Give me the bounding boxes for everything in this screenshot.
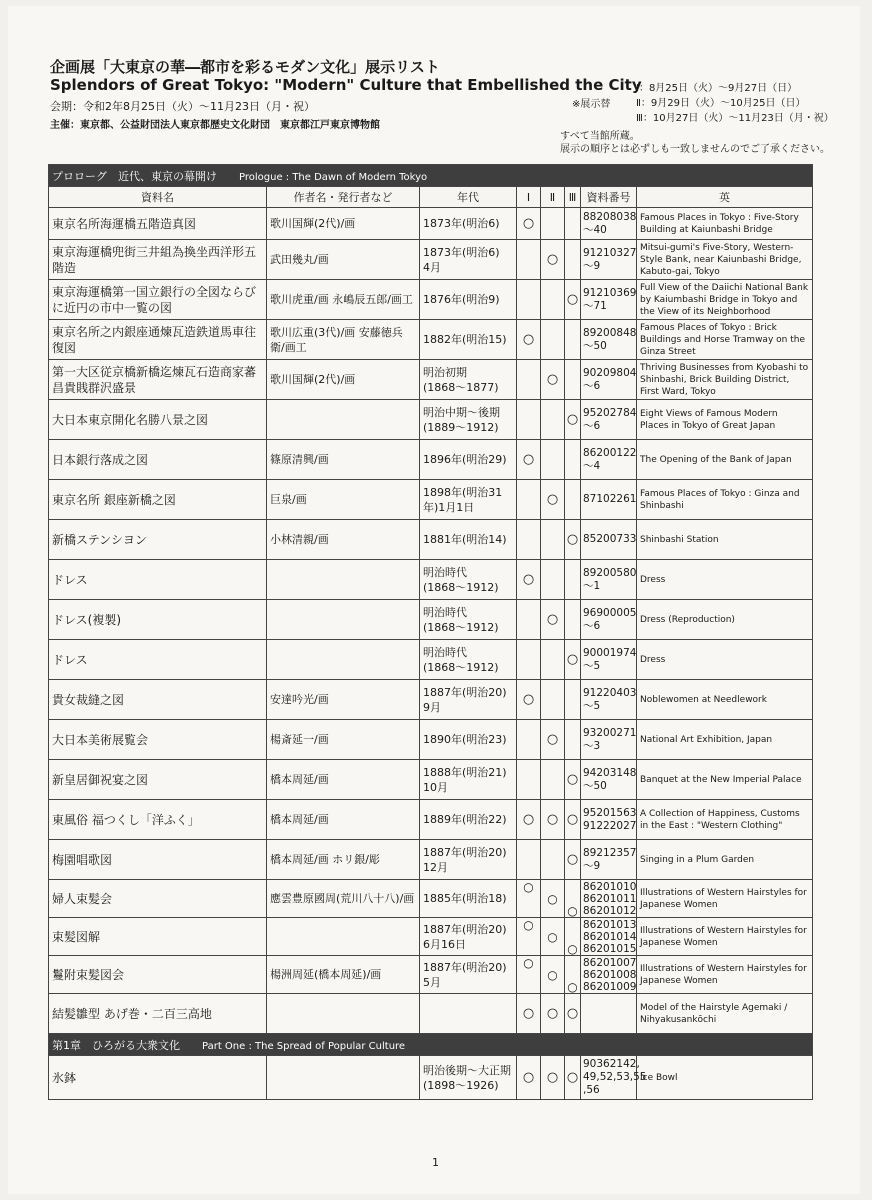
exhibit-table bbox=[48, 164, 813, 1100]
item-name: 束髪図解 bbox=[49, 918, 267, 956]
item-id: 94203148 ～50 bbox=[581, 760, 637, 800]
period-2-mark bbox=[541, 680, 565, 720]
period-mark: ○ bbox=[547, 967, 558, 982]
item-year: 1882年(明治15) bbox=[420, 320, 517, 360]
item-id: 88208038 ～40 bbox=[581, 208, 637, 240]
item-english-title: Shinbashi Station bbox=[637, 520, 813, 560]
item-english-title: Famous Places of Tokyo : Ginza and Shinbashi bbox=[637, 480, 813, 520]
period-3-mark: ○ bbox=[565, 400, 581, 440]
item-english-title: Dress bbox=[637, 640, 813, 680]
item-year: 1876年(明治9) bbox=[420, 280, 517, 320]
period-2-mark bbox=[541, 320, 565, 360]
period-mark bbox=[517, 969, 540, 981]
item-name: 東京海運橋第一国立銀行の全図ならびに近円の市中一覧の図 bbox=[49, 280, 267, 320]
item-author bbox=[267, 1056, 420, 1100]
period-3-mark: ○ bbox=[565, 640, 581, 680]
item-english-title: Full View of the Daiichi National Bank by Kaiumbashi Bridge in Tokyo and the View of its Neighborhood bbox=[637, 280, 813, 320]
period-1-mark bbox=[517, 400, 541, 440]
table-row bbox=[49, 640, 813, 680]
item-year: 1885年(明治18) bbox=[420, 880, 517, 918]
period-2-marks bbox=[541, 956, 565, 994]
period-1-mark: ○ bbox=[517, 800, 541, 840]
item-id: 86201009 bbox=[583, 980, 637, 993]
col-header-name: 資料名 bbox=[49, 187, 267, 208]
table-row bbox=[49, 440, 813, 480]
period-2-mark bbox=[541, 440, 565, 480]
item-author: 橋本周延/画 bbox=[267, 760, 420, 800]
item-year: 明治初期 (1868～1877) bbox=[420, 360, 517, 400]
table-row bbox=[49, 480, 813, 520]
period-2-mark bbox=[541, 560, 565, 600]
period-mark: ○ bbox=[567, 941, 578, 956]
period-1-mark bbox=[517, 240, 541, 280]
period-2-mark: ○ bbox=[541, 480, 565, 520]
period-2-mark bbox=[541, 280, 565, 320]
item-id: 89200848 ～50 bbox=[581, 320, 637, 360]
period-3-mark: ○ bbox=[565, 800, 581, 840]
item-year: 明治時代 (1868～1912) bbox=[420, 640, 517, 680]
period-2-mark: ○ bbox=[541, 720, 565, 760]
item-author: 歌川広重(3代)/画 安藤徳兵衛/画工 bbox=[267, 320, 420, 360]
item-year bbox=[420, 994, 517, 1034]
col-header-period-1: Ⅰ bbox=[517, 187, 541, 208]
col-header-author: 作者名・発行者など bbox=[267, 187, 420, 208]
item-english-title: Mitsui-gumi's Five-Story, Western-Style Bank, near Kaiunbashi Bridge, Kabuto-gai, Tokyo bbox=[637, 240, 813, 280]
period-mark: ○ bbox=[547, 929, 558, 944]
table-row bbox=[49, 560, 813, 600]
item-author: 篠原清興/画 bbox=[267, 440, 420, 480]
item-id: 91220403 ～5 bbox=[581, 680, 637, 720]
period-2-mark bbox=[541, 520, 565, 560]
table-row bbox=[49, 280, 813, 320]
item-author: 小林清親/画 bbox=[267, 520, 420, 560]
item-year: 1887年(明治20) 5月 bbox=[420, 956, 517, 994]
rotation-period-1: Ⅰ：8月25日（火）～9月27日（日） bbox=[636, 83, 798, 94]
period-mark: ○ bbox=[523, 917, 534, 932]
period-mark bbox=[565, 881, 580, 893]
table-row bbox=[49, 720, 813, 760]
period-3-mark: ○ bbox=[565, 994, 581, 1034]
table-row bbox=[49, 760, 813, 800]
item-author bbox=[267, 560, 420, 600]
item-year: 1890年(明治23) bbox=[420, 720, 517, 760]
item-english-title: Ice Bowl bbox=[637, 1056, 813, 1100]
item-id: 86200122 ～4 bbox=[581, 440, 637, 480]
period-mark bbox=[541, 919, 564, 931]
item-author: 歌川国輝(2代)/画 bbox=[267, 360, 420, 400]
page-title-jp: 企画展「大東京の華―都市を彩るモダン文化」展示リスト bbox=[50, 58, 440, 76]
period-1-mark bbox=[517, 640, 541, 680]
item-year: 1873年(明治6) 4月 bbox=[420, 240, 517, 280]
item-english-title: Thriving Businesses from Kyobashi to Shinbashi, Brick Building District, First Ward, Tokyo bbox=[637, 360, 813, 400]
period-1-marks bbox=[517, 880, 541, 918]
item-id: 86201010 bbox=[583, 880, 637, 893]
item-year: 1888年(明治21) 10月 bbox=[420, 760, 517, 800]
item-year: 明治時代 (1868～1912) bbox=[420, 560, 517, 600]
item-id: 86201011 bbox=[583, 892, 637, 905]
item-author: 巨泉/画 bbox=[267, 480, 420, 520]
period-2-mark: ○ bbox=[541, 600, 565, 640]
period-mark bbox=[565, 969, 580, 981]
column-header-row bbox=[49, 187, 813, 208]
table-row bbox=[49, 918, 813, 956]
period-3-mark: ○ bbox=[565, 520, 581, 560]
period-3-marks bbox=[565, 956, 581, 994]
period-2-mark bbox=[541, 400, 565, 440]
item-english-title: Dress (Reproduction) bbox=[637, 600, 813, 640]
period-3-mark bbox=[565, 680, 581, 720]
item-year: 1896年(明治29) bbox=[420, 440, 517, 480]
page-number: 1 bbox=[432, 1156, 439, 1169]
period-2-mark bbox=[541, 208, 565, 240]
period-1-mark: ○ bbox=[517, 440, 541, 480]
period-3-mark bbox=[565, 208, 581, 240]
item-year: 明治後期～大正期(1898～1926) bbox=[420, 1056, 517, 1100]
period-1-mark bbox=[517, 840, 541, 880]
item-name: 東京海運橋兜街三井組為換坐西洋形五階造 bbox=[49, 240, 267, 280]
period-3-mark: ○ bbox=[565, 1056, 581, 1100]
item-ids bbox=[581, 956, 637, 994]
period-1-mark bbox=[517, 360, 541, 400]
table-row bbox=[49, 360, 813, 400]
item-id: 86201012 bbox=[583, 904, 637, 917]
period-mark bbox=[541, 981, 564, 993]
period-3-mark: ○ bbox=[565, 280, 581, 320]
period-2-mark bbox=[541, 760, 565, 800]
period-mark bbox=[565, 931, 580, 943]
table-row bbox=[49, 208, 813, 240]
item-author bbox=[267, 400, 420, 440]
section-header-prologue bbox=[49, 165, 813, 187]
period-2-marks bbox=[541, 880, 565, 918]
period-mark: ○ bbox=[567, 903, 578, 918]
period-1-mark: ○ bbox=[517, 680, 541, 720]
period-mark bbox=[565, 919, 580, 931]
period-1-mark bbox=[517, 760, 541, 800]
section-title-jp: プロローグ 近代、東京の幕開け bbox=[52, 169, 217, 183]
period-mark: ○ bbox=[547, 891, 558, 906]
section-title-jp: 第1章 ひろがる大衆文化 bbox=[52, 1038, 180, 1052]
period-mark: ○ bbox=[523, 955, 534, 970]
period-3-marks bbox=[565, 880, 581, 918]
item-id: 86201008 bbox=[583, 968, 637, 981]
item-author: 安達吟光/画 bbox=[267, 680, 420, 720]
item-name: 東京名所 銀座新橋之図 bbox=[49, 480, 267, 520]
period-1-mark: ○ bbox=[517, 994, 541, 1034]
period-2-mark bbox=[541, 840, 565, 880]
table-row bbox=[49, 994, 813, 1034]
item-author: 應雲豊原國周(荒川八十八)/画 bbox=[267, 880, 420, 918]
table-row bbox=[49, 520, 813, 560]
item-english-title: Banquet at the New Imperial Palace bbox=[637, 760, 813, 800]
item-year: 1881年(明治14) bbox=[420, 520, 517, 560]
item-english-title: Dress bbox=[637, 560, 813, 600]
period-2-mark: ○ bbox=[541, 240, 565, 280]
section-header-part-one bbox=[49, 1034, 813, 1056]
period-3-mark bbox=[565, 240, 581, 280]
section-title-en: Prologue : The Dawn of Modern Tokyo bbox=[239, 171, 428, 183]
item-id: 85200733 bbox=[581, 520, 637, 560]
table-row bbox=[49, 880, 813, 918]
period-1-mark bbox=[517, 720, 541, 760]
item-name: 日本銀行落成之図 bbox=[49, 440, 267, 480]
item-author bbox=[267, 600, 420, 640]
col-header-id: 資料番号 bbox=[581, 187, 637, 208]
item-author: 歌川国輝(2代)/画 bbox=[267, 208, 420, 240]
item-year: 1873年(明治6) bbox=[420, 208, 517, 240]
item-english-title: The Opening of the Bank of Japan bbox=[637, 440, 813, 480]
period-mark bbox=[517, 893, 540, 905]
item-author bbox=[267, 994, 420, 1034]
period-mark: ○ bbox=[523, 879, 534, 894]
period-3-mark bbox=[565, 600, 581, 640]
rotation-label: ※展示替 bbox=[572, 99, 611, 110]
period-3-marks bbox=[565, 918, 581, 956]
period-2-mark: ○ bbox=[541, 800, 565, 840]
period-mark bbox=[517, 905, 540, 917]
item-author: 橋本周延/画 bbox=[267, 800, 420, 840]
collection-note bbox=[560, 130, 830, 156]
item-author: 楊洲周延(橋本周延)/画 bbox=[267, 956, 420, 994]
item-name: 婦人束髪会 bbox=[49, 880, 267, 918]
item-id: 89200580 ～1 bbox=[581, 560, 637, 600]
table-row bbox=[49, 956, 813, 994]
item-english-title: Singing in a Plum Garden bbox=[637, 840, 813, 880]
period-mark bbox=[565, 957, 580, 969]
item-year: 1887年(明治20) 9月 bbox=[420, 680, 517, 720]
rotation-period-3: Ⅲ：10月27日（火）～11月23日（月・祝） bbox=[636, 113, 834, 124]
item-name: 梅園唱歌図 bbox=[49, 840, 267, 880]
item-id bbox=[581, 994, 637, 1034]
item-name: 氷鉢 bbox=[49, 1056, 267, 1100]
note-line-2: 展示の順序とは必ずしも一致しませんのでご了承ください。 bbox=[560, 144, 830, 155]
item-year: 明治時代 (1868～1912) bbox=[420, 600, 517, 640]
period-mark bbox=[517, 981, 540, 993]
section-header-cell bbox=[49, 1034, 813, 1056]
period-1-mark: ○ bbox=[517, 320, 541, 360]
item-author bbox=[267, 918, 420, 956]
period-3-mark bbox=[565, 720, 581, 760]
note-line-1: すべて当館所蔵。 bbox=[560, 131, 640, 142]
item-english-title: A Collection of Happiness, Customs in the East : "Western Clothing" bbox=[637, 800, 813, 840]
item-english-title: Famous Places of Tokyo : Brick Buildings and Horse Tramway on the Ginza Street bbox=[637, 320, 813, 360]
period-3-mark: ○ bbox=[565, 760, 581, 800]
item-id: 86201007 bbox=[583, 956, 637, 969]
period-3-mark bbox=[565, 480, 581, 520]
item-name: 東京名所海運橋五階造真図 bbox=[49, 208, 267, 240]
item-english-title: National Art Exhibition, Japan bbox=[637, 720, 813, 760]
table-row bbox=[49, 240, 813, 280]
item-id: 90362142, 49,52,53,55 ,56 bbox=[581, 1056, 637, 1100]
col-header-year: 年代 bbox=[420, 187, 517, 208]
item-year: 明治中期～後期 (1889～1912) bbox=[420, 400, 517, 440]
period-2-mark: ○ bbox=[541, 360, 565, 400]
item-id: 89212357 ～9 bbox=[581, 840, 637, 880]
item-ids bbox=[581, 880, 637, 918]
item-year: 1889年(明治22) bbox=[420, 800, 517, 840]
item-name: ドレス bbox=[49, 560, 267, 600]
rotation-period-2: Ⅱ：9月29日（火）～10月25日（日） bbox=[636, 98, 806, 109]
period-mark bbox=[517, 931, 540, 943]
item-name: 大日本東京開化名勝八景之図 bbox=[49, 400, 267, 440]
item-english-title: Eight Views of Famous Modern Places in Tokyo of Great Japan bbox=[637, 400, 813, 440]
period-2-mark: ○ bbox=[541, 994, 565, 1034]
col-header-period-2: Ⅱ bbox=[541, 187, 565, 208]
item-id: 87102261 bbox=[581, 480, 637, 520]
table-row bbox=[49, 600, 813, 640]
table-row bbox=[49, 400, 813, 440]
item-name: 第一大区従京橋新橋迄煉瓦石造商家蕃昌貴賎群沢盛景 bbox=[49, 360, 267, 400]
period-1-mark: ○ bbox=[517, 560, 541, 600]
period-mark bbox=[517, 943, 540, 955]
section-title-en: Part One : The Spread of Popular Culture bbox=[202, 1040, 406, 1052]
item-name: ドレス(複製) bbox=[49, 600, 267, 640]
period-3-mark: ○ bbox=[565, 840, 581, 880]
period-mark bbox=[565, 893, 580, 905]
item-author: 歌川虎重/画 永嶋辰五郎/画工 bbox=[267, 280, 420, 320]
period-mark bbox=[541, 881, 564, 893]
period-2-marks bbox=[541, 918, 565, 956]
period-1-mark bbox=[517, 520, 541, 560]
item-name: 大日本美術展覧会 bbox=[49, 720, 267, 760]
page-title-en: Splendors of Great Tokyo: "Modern" Culture that Embellished the City bbox=[50, 76, 642, 94]
item-id: 91210369 ～71 bbox=[581, 280, 637, 320]
table-row bbox=[49, 1056, 813, 1100]
item-id: 96900005 ～6 bbox=[581, 600, 637, 640]
exhibition-period: 会期：令和2年8月25日（火）～11月23日（月・祝） bbox=[50, 100, 315, 113]
item-author: 楊斎延一/画 bbox=[267, 720, 420, 760]
item-id: 95201563 91222027 bbox=[581, 800, 637, 840]
item-year: 1887年(明治20) 12月 bbox=[420, 840, 517, 880]
item-english-title: Illustrations of Western Hairstyles for Japanese Women bbox=[637, 918, 813, 956]
item-name: ドレス bbox=[49, 640, 267, 680]
item-name: 新皇居御祝宴之図 bbox=[49, 760, 267, 800]
period-mark: ○ bbox=[567, 979, 578, 994]
period-3-mark bbox=[565, 440, 581, 480]
period-1-mark: ○ bbox=[517, 1056, 541, 1100]
period-mark bbox=[541, 905, 564, 917]
item-english-title: Noblewomen at Needlework bbox=[637, 680, 813, 720]
table-row bbox=[49, 800, 813, 840]
table-row bbox=[49, 680, 813, 720]
period-1-marks bbox=[517, 956, 541, 994]
item-id: 95202784 ～6 bbox=[581, 400, 637, 440]
period-1-mark bbox=[517, 280, 541, 320]
item-english-title: Illustrations of Western Hairstyles for Japanese Women bbox=[637, 956, 813, 994]
item-name: 東京名所之内銀座通煉瓦造鉄道馬車往復図 bbox=[49, 320, 267, 360]
item-id: 93200271 ～3 bbox=[581, 720, 637, 760]
exhibit-list bbox=[48, 164, 812, 1100]
period-3-mark bbox=[565, 560, 581, 600]
period-1-mark bbox=[517, 480, 541, 520]
item-id: 90001974 ～5 bbox=[581, 640, 637, 680]
item-id: 86201014 bbox=[583, 930, 637, 943]
col-header-english: 英 bbox=[637, 187, 813, 208]
item-id: 86201013 bbox=[583, 918, 637, 931]
item-author: 武田幾丸/画 bbox=[267, 240, 420, 280]
item-english-title: Model of the Hairstyle Agemaki / Nihyakusankōchi bbox=[637, 994, 813, 1034]
table-row bbox=[49, 320, 813, 360]
item-english-title: Illustrations of Western Hairstyles for Japanese Women bbox=[637, 880, 813, 918]
item-name: 東風俗 福つくし「洋ふく」 bbox=[49, 800, 267, 840]
item-author bbox=[267, 640, 420, 680]
item-id: 90209804 ～6 bbox=[581, 360, 637, 400]
item-name: 貴女裁縫之図 bbox=[49, 680, 267, 720]
period-3-mark bbox=[565, 360, 581, 400]
item-author: 橋本周延/画 ホリ銀/彫 bbox=[267, 840, 420, 880]
item-name: 鬘附束髪図会 bbox=[49, 956, 267, 994]
rotation-schedule bbox=[636, 81, 834, 126]
period-1-marks bbox=[517, 918, 541, 956]
period-2-mark: ○ bbox=[541, 1056, 565, 1100]
period-3-mark bbox=[565, 320, 581, 360]
item-year: 1898年(明治31 年)1月1日 bbox=[420, 480, 517, 520]
item-english-title: Famous Places in Tokyo : Five-Story Building at Kaiunbashi Bridge bbox=[637, 208, 813, 240]
item-ids bbox=[581, 918, 637, 956]
period-1-mark: ○ bbox=[517, 208, 541, 240]
item-year: 1887年(明治20) 6月16日 bbox=[420, 918, 517, 956]
period-1-mark bbox=[517, 600, 541, 640]
period-2-mark bbox=[541, 640, 565, 680]
col-header-period-3: Ⅲ bbox=[565, 187, 581, 208]
organizers: 主催：東京都、公益財団法人東京都歴史文化財団 東京都江戸東京博物館 bbox=[50, 120, 380, 131]
table-row bbox=[49, 840, 813, 880]
item-id: 91210327 ～9 bbox=[581, 240, 637, 280]
item-id: 86201015 bbox=[583, 942, 637, 955]
item-name: 新橋ステンシヨン bbox=[49, 520, 267, 560]
period-mark bbox=[541, 957, 564, 969]
period-mark bbox=[541, 943, 564, 955]
item-name: 結髪雛型 あげ巻・二百三高地 bbox=[49, 994, 267, 1034]
